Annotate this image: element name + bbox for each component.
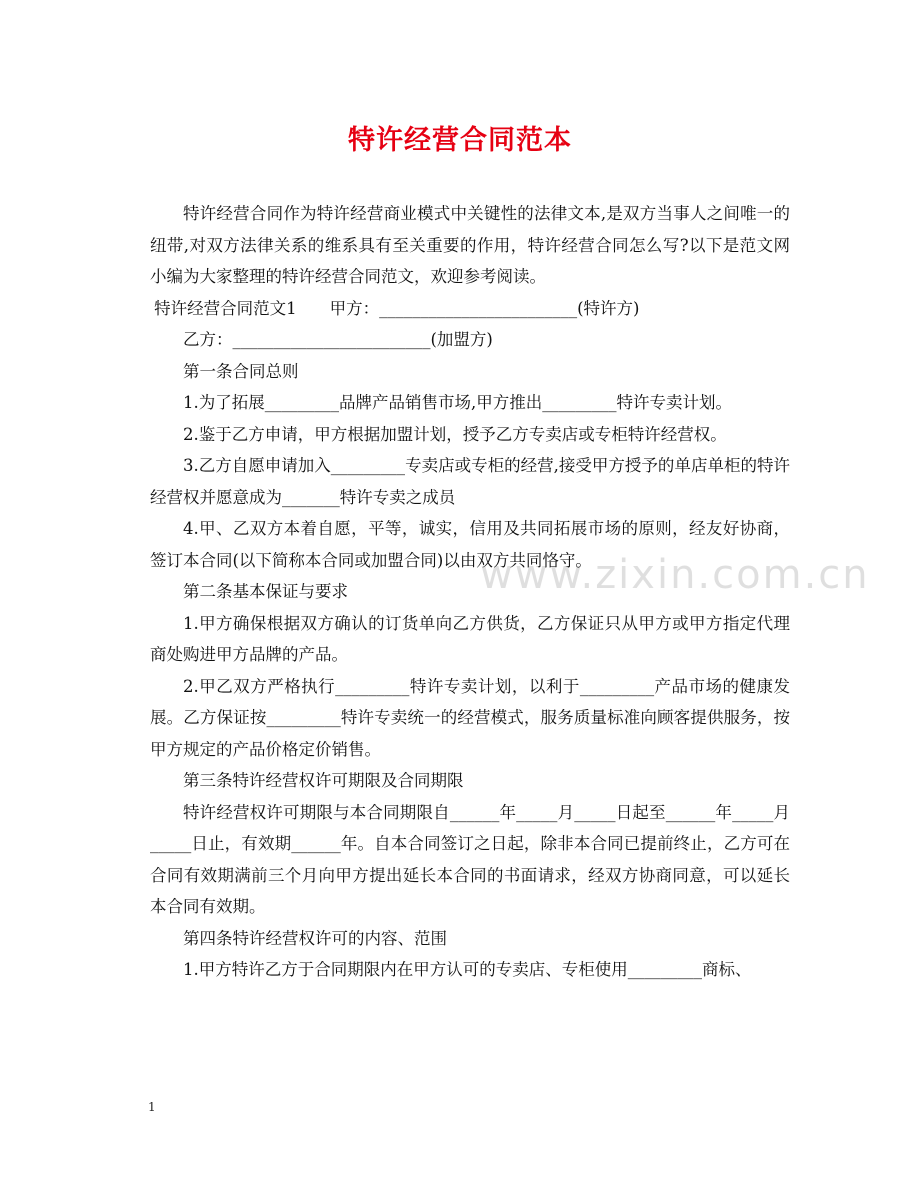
paragraph: 4.甲、乙双方本着自愿，平等，诚实，信用及共同拓展市场的原则，经友好协商，签订本合同(以下简称本合同或加盟合同)以由双方共同恪守。 (150, 519, 790, 570)
paragraph: 第二条基本保证与要求 (183, 582, 348, 601)
paragraph: 3.乙方自愿申请加入_________专卖店或专柜的经营,接受甲方授予的单店单柜的特许经营权并愿意成为_______特许专卖之成员 (150, 456, 790, 507)
paragraph: 第三条特许经营权许可期限及合同期限 (183, 771, 464, 790)
watermark-text: www.zixin.com.cn (480, 552, 870, 598)
paragraph: 2.鉴于乙方申请，甲方根据加盟计划，授予乙方专卖店或专柜特许经营权。 (183, 424, 727, 444)
paragraph: 第四条特许经营权许可的内容、范围 (183, 928, 447, 948)
document-title: 特许经营合同范本 (348, 125, 572, 156)
paragraph: 1.为了拓展_________品牌产品销售市场,甲方推出_________特许专卖计划。 (183, 393, 732, 412)
paragraph: 乙方：________________________(加盟方) (183, 330, 493, 349)
page-number: 1 (148, 1100, 156, 1114)
paragraph: 2.甲乙双方严格执行_________特许专卖计划，以利于_________产品市场的健康发展。乙方保证按_________特许专卖统一的经营模式，服务质量标准向顾客提供服务，按甲方规定的产品价格定价销售。 (150, 676, 790, 759)
paragraph: 特许经营合同范文1 甲方：________________________(特许方) (154, 298, 640, 318)
paragraph: 1.甲方确保根据双方确认的订货单向乙方供货，乙方保证只从甲方或甲方指定代理商处购进甲方品牌的产品。 (150, 613, 790, 664)
paragraph: 第一条合同总则 (183, 361, 299, 381)
paragraph: 1.甲方特许乙方于合同期限内在甲方认可的专卖店、专柜使用_________商标、 (183, 960, 752, 979)
document-body (150, 198, 790, 986)
paragraph: 特许经营权许可期限与本合同期限自______年_____月_____日起至______年_____月_____日止，有效期______年。自本合同签订之日起，除非本合同已提前终止，乙方可在合同有效期满前三个月向甲方提出延长本合同的书面请求，经双方协商同意，可以延长本合同有效期。 (150, 802, 790, 916)
paragraph: 特许经营合同作为特许经营商业模式中关键性的法律文本,是双方当事人之间唯一的纽带,对双方法律关系的维系具有至关重要的作用，特许经营合同怎么写?以下是范文网小编为大家整理的特许经营合同范文，欢迎参考阅读。 (150, 204, 790, 286)
